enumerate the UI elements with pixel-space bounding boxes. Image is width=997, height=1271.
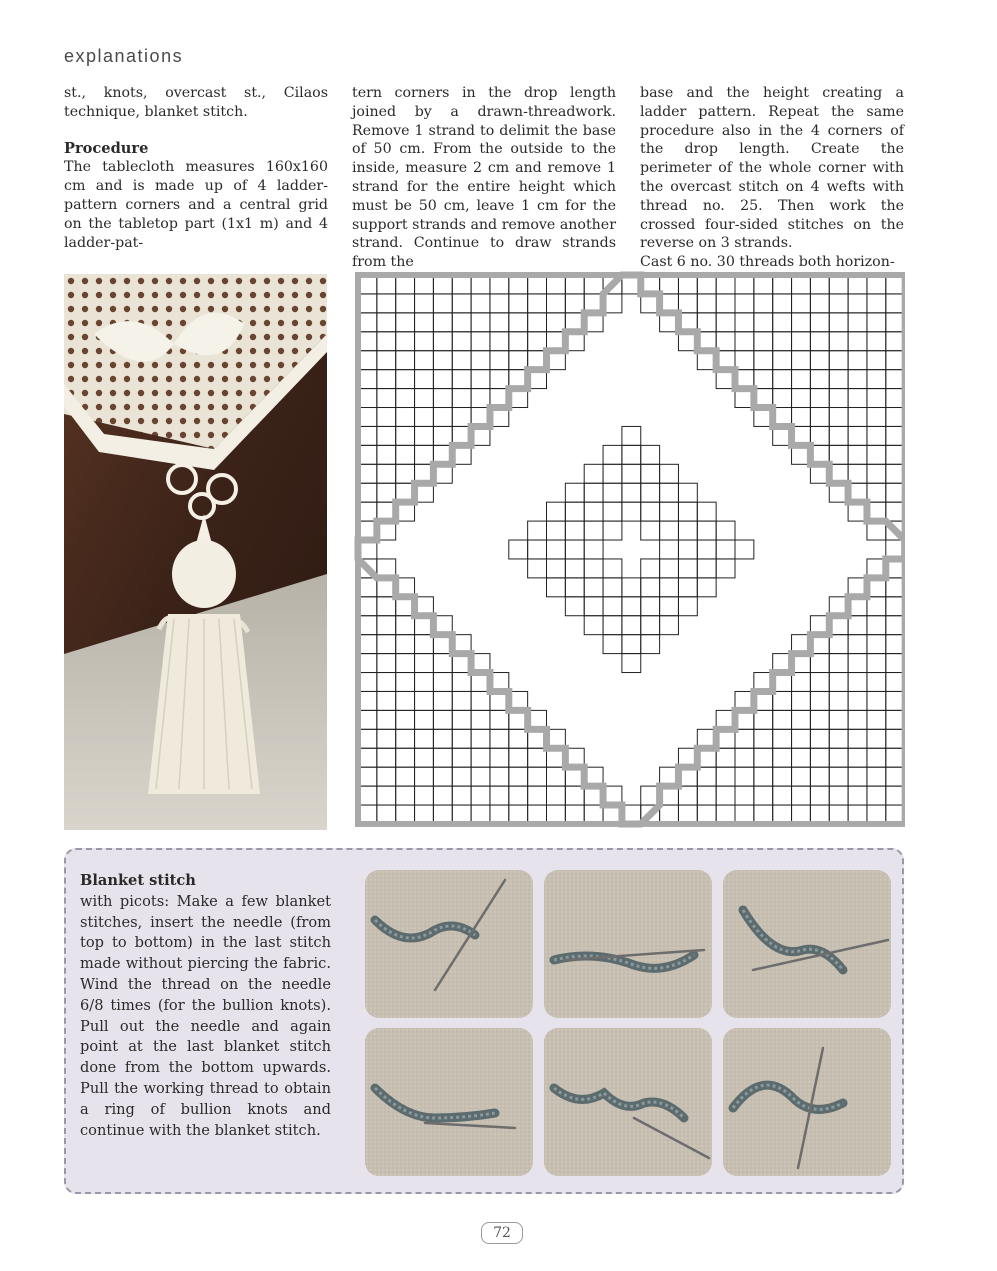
- step-photo-4: [365, 1028, 533, 1176]
- step-photo-2: [544, 870, 712, 1018]
- section-label: explanations: [64, 46, 184, 66]
- procedure-text-3: base and the height creating a ladder pattern. Repeat the same procedure also in the 4 corners of the drop length. Create the perimeter of the whole corner with the overcast stitch on 4 wefts with thread no. 25. Then work the crossed four-sided stitches on the reverse on 3 strands.: [640, 85, 904, 252]
- procedure-text-4: Cast 6 no. 30 threads both horizon-: [640, 254, 895, 271]
- blanket-stitch-text: [80, 871, 331, 1141]
- page-number: 72: [481, 1222, 523, 1244]
- text-column-3: [640, 84, 904, 272]
- tassel-photo: [64, 274, 327, 830]
- procedure-text-1: The tablecloth measures 160x160 cm and is made up of 4 ladder-pattern corners and a central grid on the tabletop part (1x1 m) and 4 ladder-pat-: [64, 159, 328, 251]
- step-photo-1: [365, 870, 533, 1018]
- intro-text: st., knots, overcast st., Cilaos technique, blanket stitch.: [64, 85, 328, 120]
- procedure-heading: Procedure: [64, 139, 149, 157]
- step-photo-6: [723, 1028, 891, 1176]
- ladder-pattern-chart: [354, 270, 905, 828]
- procedure-text-2: tern corners in the drop length joined by a drawn-threadwork. Remove 1 strand to delimit the base of 50 cm. From the outside to the inside, measure 2 cm and remove 1 strand for the entire height which must be 50 cm, leave 1 cm for the support strands and remove another strand. Continue to draw strands from the: [352, 85, 616, 271]
- step-photo-3: [723, 870, 891, 1018]
- step-photo-5: [544, 1028, 712, 1176]
- text-column-1: [64, 84, 328, 252]
- text-column-2: [352, 84, 616, 272]
- blanket-stitch-body: with picots: Make a few blanket stitches, insert the needle (from top to bottom) in the last stitch made without piercing the fabric. Wind the thread on the needle 6/8 times (for the bullion knots). Pull out the needle and again point at the last blanket stitch done from the bottom upwards. Pull the working thread to obtain a ring of bullion knots and continue with the blanket stitch.: [80, 892, 331, 1139]
- blanket-stitch-title: Blanket stitch: [80, 872, 196, 889]
